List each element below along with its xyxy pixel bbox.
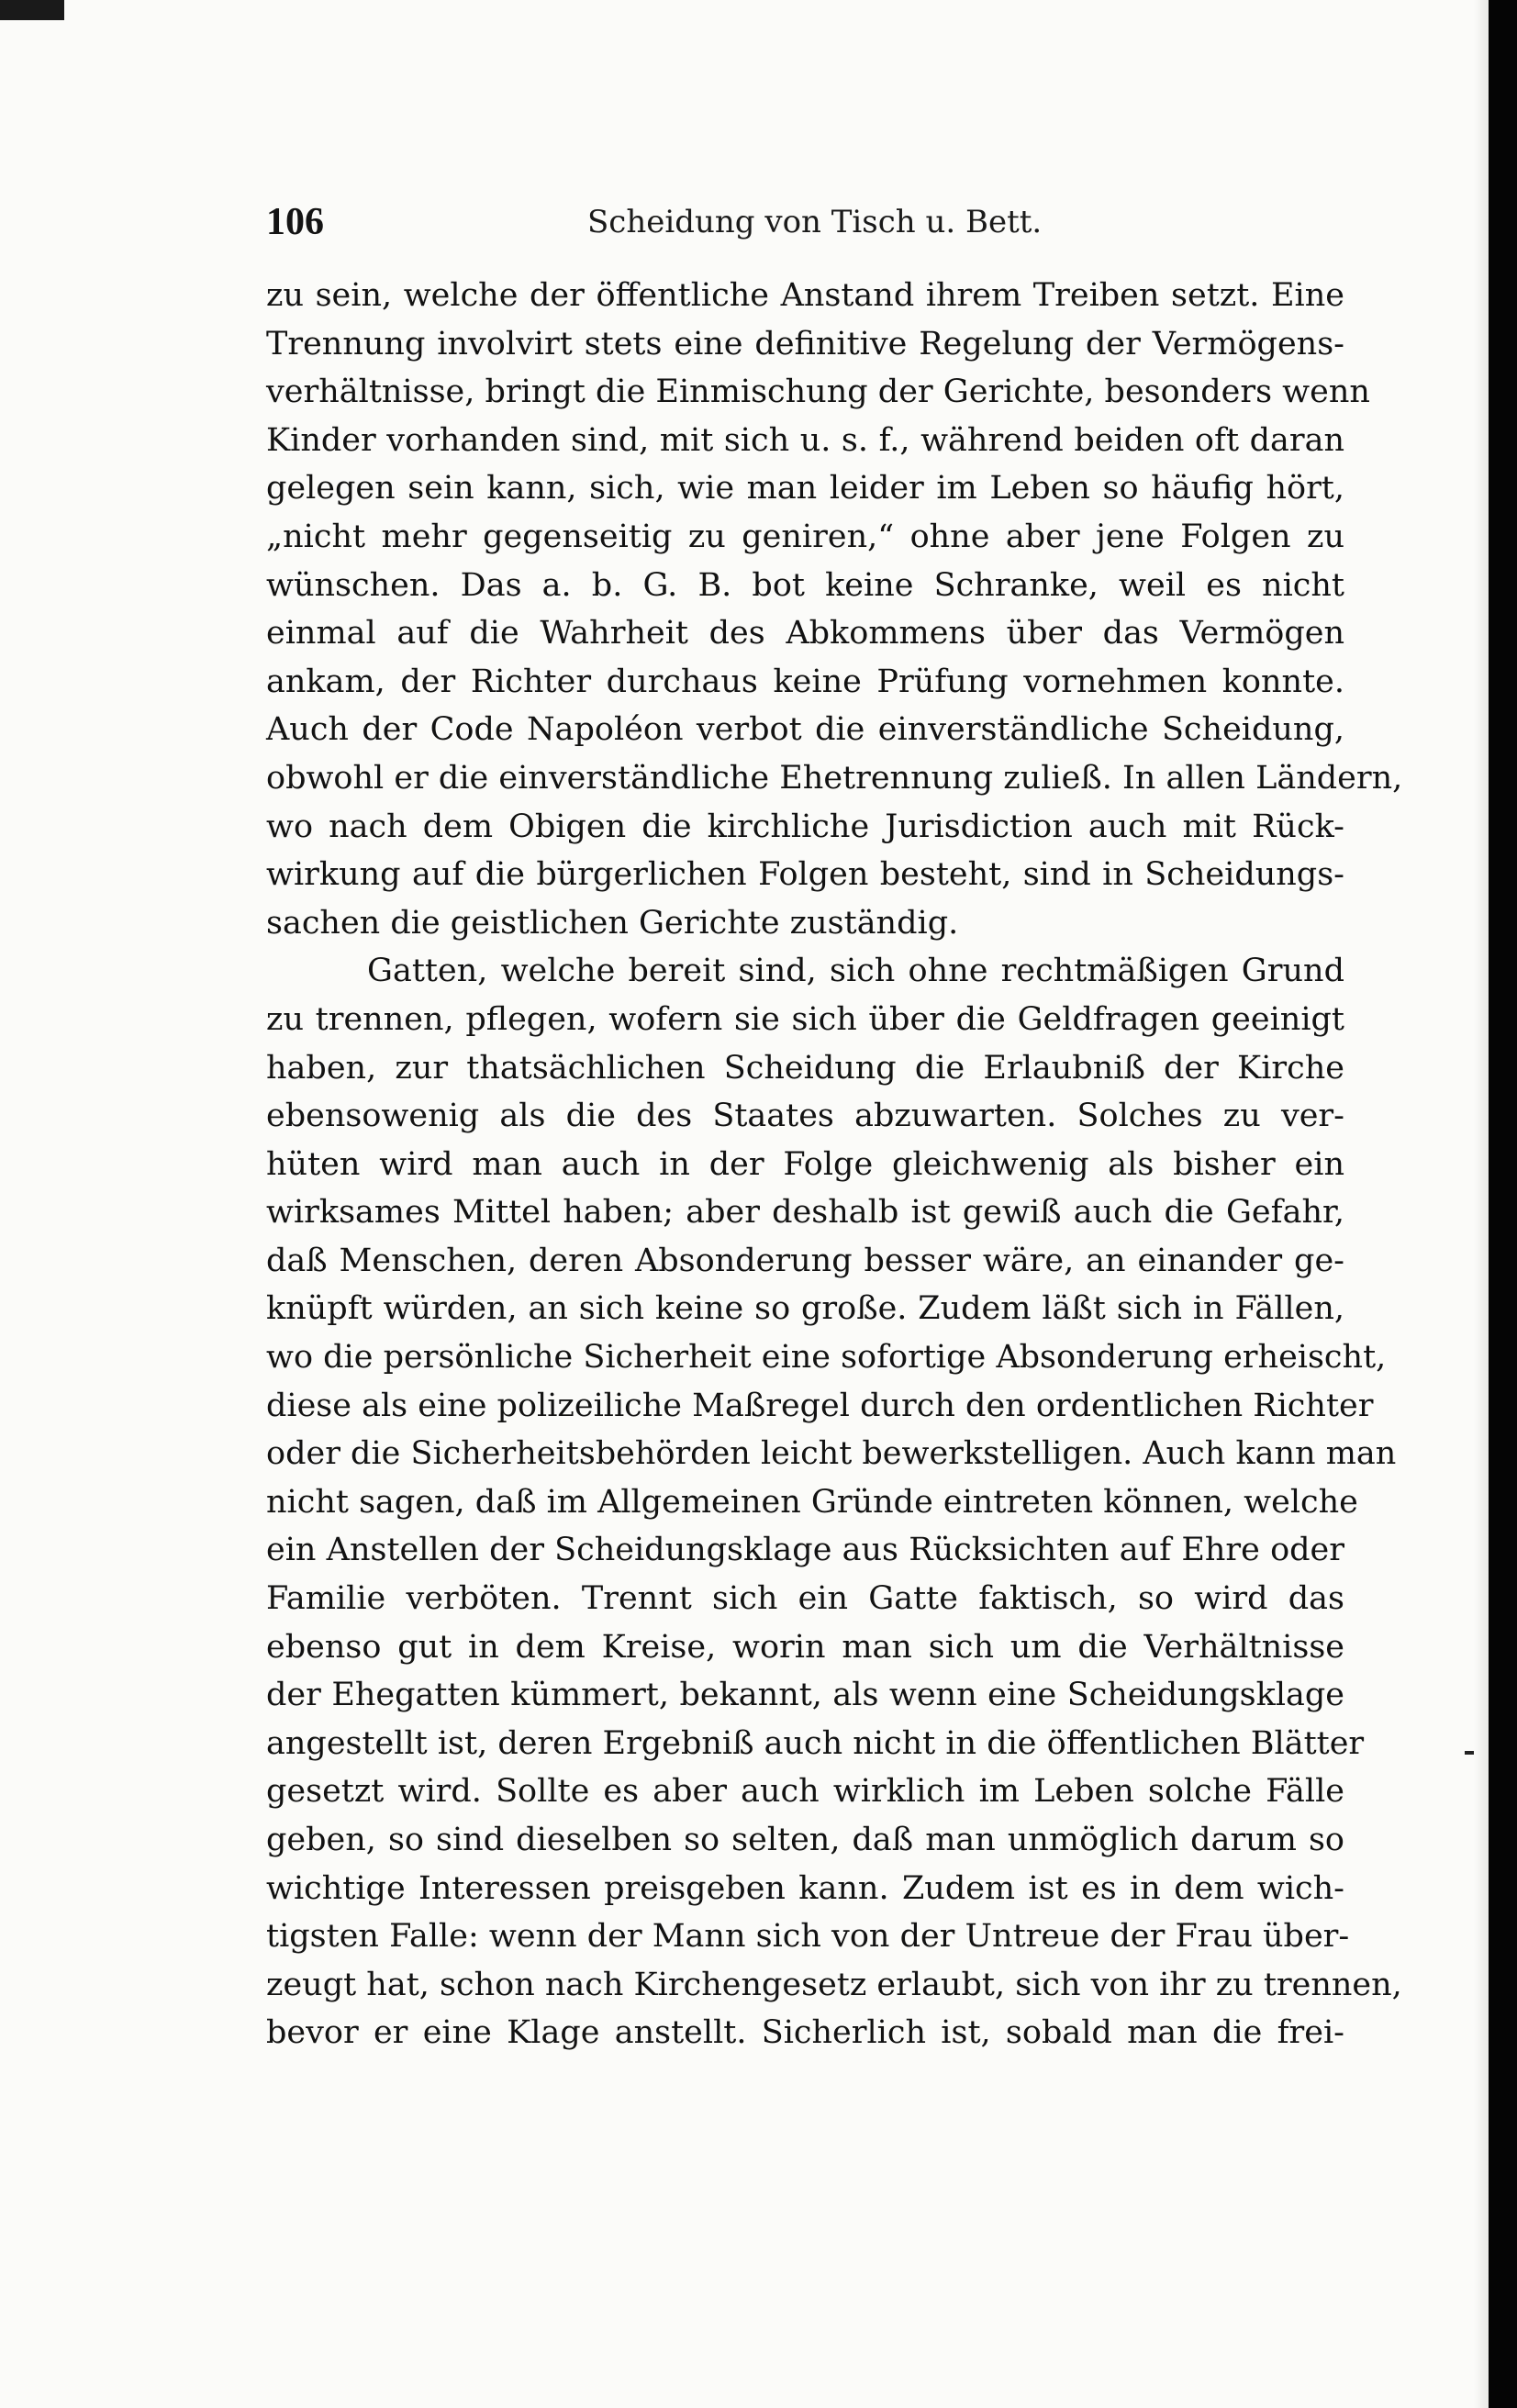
page-edge-shadow <box>1474 0 1489 2408</box>
text-line: oder die Sicherheitsbehörden leicht bewerkstelligen. Auch kann man <box>266 1435 1397 1473</box>
text-line: haben, zur thatsächlichen Scheidung die Erlaubniß der Kirche <box>266 1049 1344 1087</box>
text-line: „nicht mehr gegenseitig zu geniren,“ ohne aber jene Folgen zu <box>266 518 1344 555</box>
text-line: daß Menschen, deren Absonderung besser wäre, an einander ge- <box>266 1242 1344 1279</box>
text-line: tigsten Falle: wenn der Mann sich von der Untreue der Frau über- <box>266 1918 1350 1956</box>
text-line: zu sein, welche der öffentliche Anstand ihrem Treiben setzt. Eine <box>266 277 1344 314</box>
text-line: wirksames Mittel haben; aber deshalb ist gewiß auch die Gefahr, <box>266 1194 1344 1232</box>
text-line: gesetzt wird. Sollte es aber auch wirklich im Leben solche Fälle <box>266 1773 1344 1811</box>
text-line: Gatten, welche bereit sind, sich ohne rechtmäßigen Grund <box>367 953 1344 990</box>
text-line: zeugt hat, schon nach Kirchengesetz erlaubt, sich von ihr zu trennen, <box>266 1966 1402 2003</box>
text-line: zu trennen, pflegen, wofern sie sich über die Geldfragen geeinigt <box>266 1000 1344 1038</box>
text-line: verhältnisse, bringt die Einmischung der Gerichte, besonders wenn <box>266 373 1370 411</box>
text-line: wirkung auf die bürgerlichen Folgen besteht, sind in Scheidungs- <box>266 856 1344 894</box>
text-line: wünschen. Das a. b. G. B. bot keine Schranke, weil es nicht <box>266 566 1344 604</box>
text-line: wo die persönliche Sicherheit eine sofortige Absonderung erheischt, <box>266 1339 1387 1377</box>
text-line: ebenso gut in dem Kreise, worin man sich um die Verhältnisse <box>266 1628 1344 1666</box>
text-line: geben, so sind dieselben so selten, daß man unmöglich darum so <box>266 1822 1344 1858</box>
text-line: der Ehegatten kümmert, bekannt, als wenn eine Scheidungsklage <box>266 1677 1344 1714</box>
text-line: ein Anstellen der Scheidungsklage aus Rücksichten auf Ehre oder <box>266 1532 1344 1569</box>
scan-border-right <box>1489 0 1517 2408</box>
text-line: Familie verböten. Trennt sich ein Gatte faktisch, so wird das <box>266 1580 1344 1618</box>
text-line: Kinder vorhanden sind, mit sich u. s. f., während beiden oft daran <box>266 421 1344 459</box>
text-line: Trennung involvirt stets eine definitive Regelung der Vermögens- <box>266 325 1344 362</box>
page-header <box>266 200 1043 255</box>
text-line: wichtige Interessen preisgeben kann. Zudem ist es in dem wich- <box>266 1869 1344 1907</box>
text-line: hüten wird man auch in der Folge gleichwenig als bisher ein <box>266 1145 1344 1183</box>
paragraph <box>266 272 1403 947</box>
text-line: angestellt ist, deren Ergebniß auch nicht in die öffentlichen Blätter <box>266 1724 1365 1762</box>
body-text <box>266 272 1403 2057</box>
page-number: 106 <box>266 201 324 243</box>
text-line: einmal auf die Wahrheit des Abkommens über das Vermögen <box>266 615 1344 652</box>
text-line: ankam, der Richter durchaus keine Prüfung vornehmen konnte. <box>266 663 1344 700</box>
text-line: sachen die geistlichen Gerichte zuständig. <box>266 904 959 942</box>
text-line: gelegen sein kann, sich, wie man leider im Leben so häufig hört, <box>266 470 1344 507</box>
text-line: nicht sagen, daß im Allgemeinen Gründe eintreten können, welche <box>266 1483 1358 1521</box>
text-line: wo nach dem Obigen die kirchliche Jurisdiction auch mit Rück- <box>266 808 1344 845</box>
text-line: ebensowenig als die des Staates abzuwarten. Solches zu ver- <box>266 1098 1344 1135</box>
running-head: Scheidung von Tisch u. Bett. <box>587 204 1043 240</box>
scan-corner-mark <box>0 0 64 35</box>
paragraph <box>266 947 1402 2057</box>
text-line: obwohl er die einverständliche Ehetrennung zuließ. In allen Ländern, <box>266 759 1403 797</box>
scan-speck <box>1465 1751 1474 1755</box>
text-line: knüpft würden, an sich keine so große. Zudem läßt sich in Fällen, <box>266 1290 1344 1328</box>
text-line: diese als eine polizeiliche Maßregel durch den ordentlichen Richter <box>266 1387 1374 1424</box>
text-line: bevor er eine Klage anstellt. Sicherlich ist, sobald man die frei- <box>266 2014 1344 2052</box>
text-line: Auch der Code Napoléon verbot die einverständliche Scheidung, <box>266 711 1344 749</box>
